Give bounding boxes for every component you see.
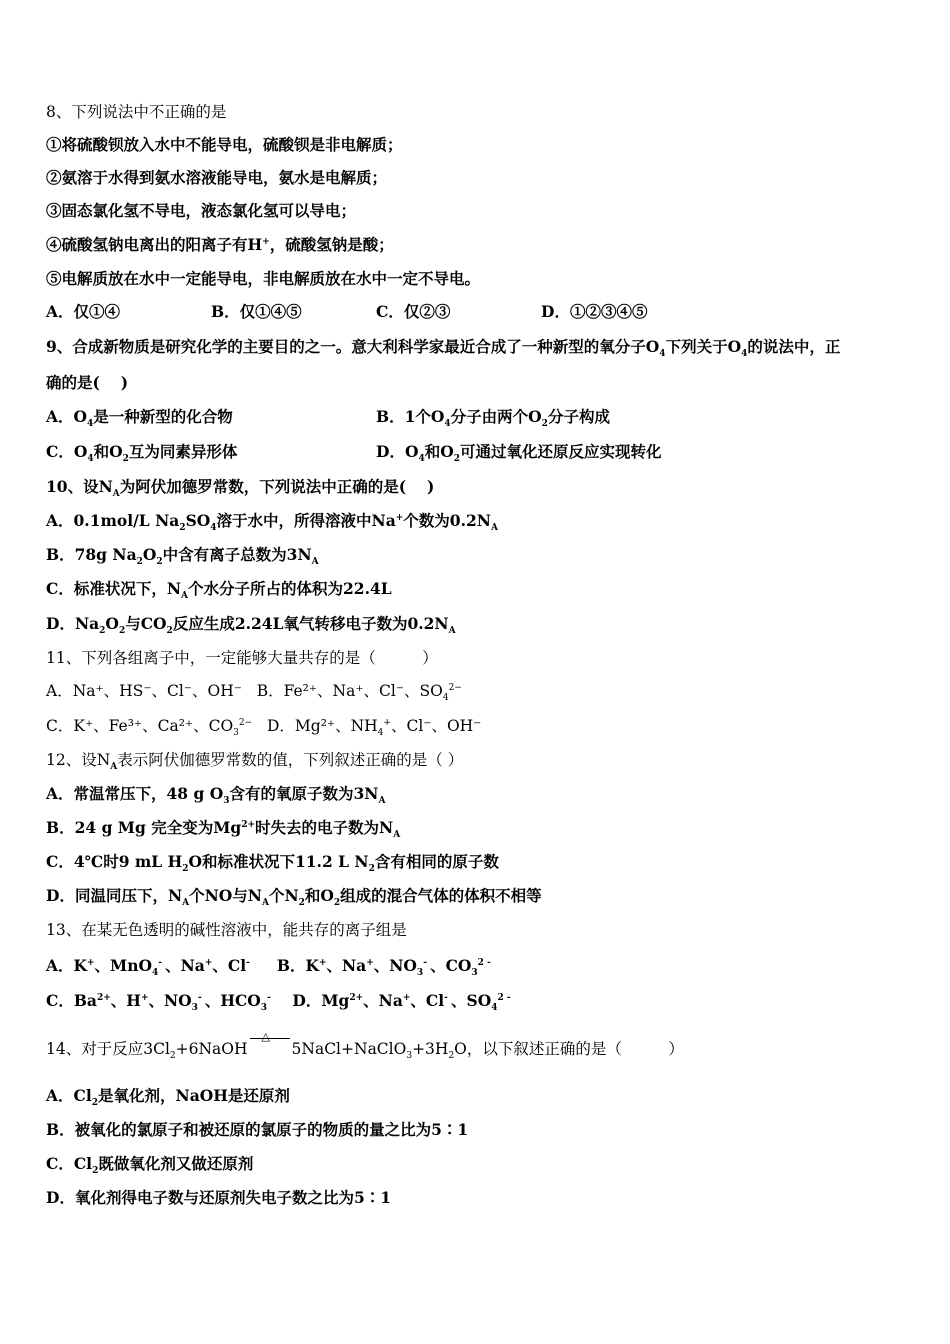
q9-option-a: A．$O_4$是一种新型的化合物 xyxy=(46,407,233,430)
q10-option-b: B．78g $Na_2O_2$中含有离子总数为$3N_A$ xyxy=(46,545,319,568)
q8-statement-3: ③固态氯化氢不导电，液态氯化氢可以导电； xyxy=(46,201,357,220)
q11-option-c: C．K⁺、Fe³⁺、Ca²⁺、$CO_3^{2-}$ xyxy=(46,717,253,739)
q9-option-c: C．$O_4$和$O_2$互为同素异形体 xyxy=(46,442,238,465)
q8-statement-2: ②氨溶于水得到氨水溶液能导电，氨水是电解质； xyxy=(46,168,388,187)
q8-option-b: B．仅①④⑤ xyxy=(211,302,302,321)
q14-option-a: A．$Cl_2$是氧化剂，NaOH是还原剂 xyxy=(46,1086,290,1109)
q9-stem: 9、合成新物质是研究化学的主要目的之一。意大利科学家最近合成了一种新型的氧分子$O_4$下列关于$O_4$的说法中，正 xyxy=(46,337,841,360)
q10-option-c: C．标准状况下，$N_A$个水分子所占的体积为22.4L xyxy=(46,579,392,602)
q8-stem: 8、下列说法中不正确的是 xyxy=(46,103,227,121)
q9-stem-cont: 确的是( ) xyxy=(46,373,129,392)
q9-option-d: D．$O_4$和$O_2$可通过氧化还原反应实现转化 xyxy=(376,442,662,465)
q10-option-a: A．0.1mol/L $Na_2SO_4$溶于水中，所得溶液中Na+个数为$0.2N_A$ xyxy=(46,511,498,534)
q8-option-c: C．仅②③ xyxy=(376,302,451,321)
q14-option-c: C．$Cl_2$既做氧化剂又做还原剂 xyxy=(46,1154,254,1177)
q12-option-c: C．4℃时9 mL $H_2O$和标准状况下11.2 L $N_2$含有相同的原子数 xyxy=(46,852,499,875)
q13-option-d: D．$Mg^{2+}$、Na+、Cl- 、$SO_4^{2 -}$ xyxy=(292,991,511,1014)
q8-option-a: A．仅①④ xyxy=(46,302,121,321)
q12-option-d: D．同温同压下，$N_A$个NO与$N_A$个$N_2$和$O_2$组成的混合气体的体积不相等 xyxy=(46,886,542,909)
delta-icon: △ xyxy=(261,1030,270,1043)
q8-statement-1: ①将硫酸钡放入水中不能导电，硫酸钡是非电解质； xyxy=(46,135,403,154)
q11-option-b: B．Fe²⁺、Na⁺、Cl⁻、$SO_4^{2-}$ xyxy=(256,682,462,704)
q12-option-a: A．常温常压下，48 g $O_3$含有的氧原子数为$3N_A$ xyxy=(46,784,386,807)
q14-stem: 14、对于反应$3Cl_2+6NaOH$ △ $5NaCl+NaClO_3+3H_2O$，以下叙述正确的是（ ） xyxy=(46,1038,910,1060)
q12-stem: 12、设$N_A$表示阿伏伽德罗常数的值，下列叙述正确的是（ ） xyxy=(46,751,464,773)
q8-statement-4: ④硫酸氢钠电离出的阳离子有H+，硫酸氢钠是酸； xyxy=(46,235,394,254)
q11-option-d: D．Mg²⁺、$NH_4^+$、Cl⁻、OH⁻ xyxy=(266,717,482,739)
q9-options-ab xyxy=(46,406,910,428)
q14-option-d: D．氧化剂得电子数与还原剂失电子数之比为5∶1 xyxy=(46,1188,392,1207)
q10-stem: 10、设$N_A$为阿伏加德罗常数，下列说法中正确的是( ) xyxy=(46,477,435,500)
q13-option-c: C．$Ba^{2+}$、H+、$NO_3^-$ 、$HCO_3^-$ xyxy=(46,991,271,1014)
q9-options-cd xyxy=(46,441,910,463)
q13-option-a: A．K+、MnO$_4$- 、Na+、Cl- xyxy=(46,956,250,979)
q10-option-d: D．$Na_2O_2$与$CO_2$反应生成2.24L氧气转移电子数为$0.2N_A$ xyxy=(46,614,456,637)
q11-options-ab xyxy=(46,680,910,702)
q11-options-cd xyxy=(46,715,910,737)
q13-option-b: B．K+、Na+、$NO_3^-$ 、$CO_3^{2 -}$ xyxy=(276,956,491,979)
q11-option-a: A．Na⁺、HS⁻、Cl⁻、OH⁻ xyxy=(46,682,242,700)
q13-options-ab xyxy=(46,955,910,977)
q9-option-b: B．1个$O_4$分子由两个$O_2$分子构成 xyxy=(376,407,610,430)
q13-stem: 13、在某无色透明的碱性溶液中，能共存的离子组是 xyxy=(46,921,407,939)
q12-option-b: B．24 g Mg 完全变为$Mg^{2+}$时失去的电子数为$N_A$ xyxy=(46,818,401,841)
q11-stem: 11、下列各组离子中，一定能够大量共存的是（ ） xyxy=(46,649,438,667)
q8-option-d: D．①②③④⑤ xyxy=(541,302,648,321)
q8-options xyxy=(46,301,910,323)
q8-statement-5: ⑤电解质放在水中一定能导电，非电解质放在水中一定不导电。 xyxy=(46,269,481,288)
q13-options-cd xyxy=(46,990,910,1012)
q14-option-b: B．被氧化的氯原子和被还原的氯原子的物质的量之比为5∶1 xyxy=(46,1120,469,1139)
